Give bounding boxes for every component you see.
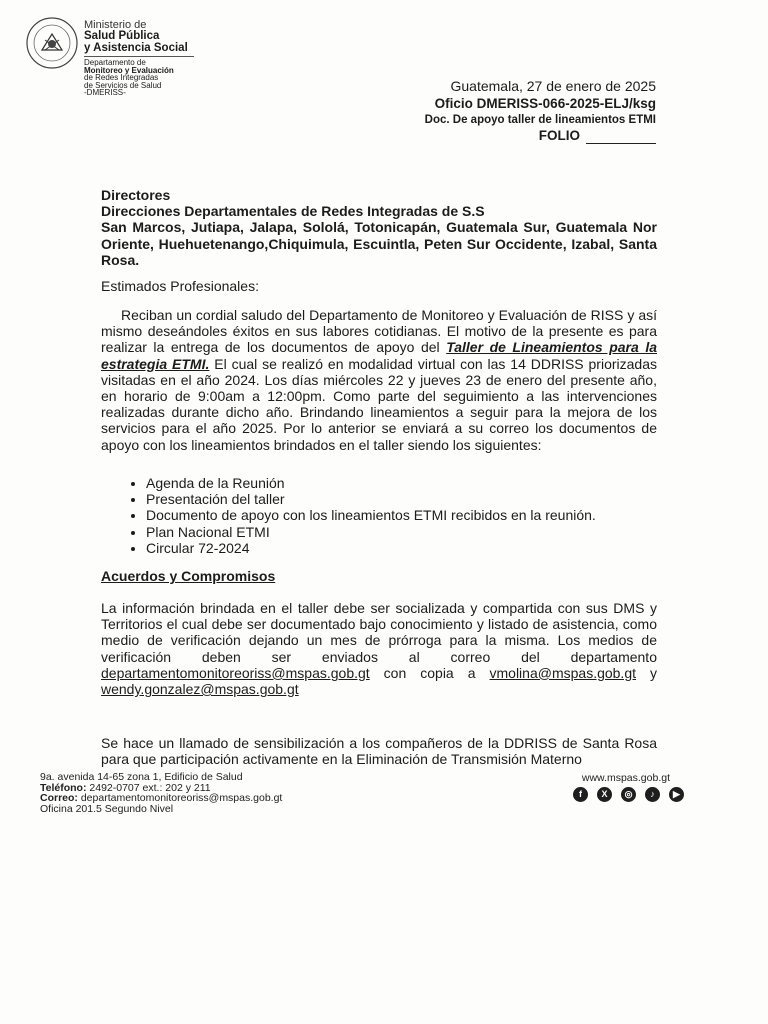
tiktok-icon[interactable]: ♪ <box>645 787 660 802</box>
list-item: • Circular 72-2024 <box>146 540 596 556</box>
dept-line5: -DMERISS- <box>84 88 126 98</box>
phone-value: 2492-0707 ext.: 202 y 211 <box>86 781 211 794</box>
ministry-line1: Ministerio de <box>84 19 147 31</box>
intro-text-2: El cual se realizó en modalidad virtual con las 14 DDRISS priorizadas visitadas en el año 2024. Los días miércoles 22 y jueves 23 de enero del presente año, en horario de 9:00am a 12:00pm. Como parte del seguimiento a las intervenciones realizadas durante dicho año. Brindando lineamientos a seguir para la mejora de los servicios para el año 2025. Por lo anterior se enviará a su correo los documentos de apoyo con los lineamientos brindados en el taller siendo los siguientes: <box>101 355 657 453</box>
email-link-vmolina[interactable]: vmolina@mspas.gob.gt <box>489 664 637 681</box>
footer-email <box>40 793 282 804</box>
list-item: • Documento de apoyo con los lineamientos ETMI recibidos en la reunión. <box>146 507 596 523</box>
instagram-icon[interactable]: ◎ <box>621 787 636 802</box>
ministry-line3: y Asistencia Social <box>84 41 188 54</box>
paragraph-intro <box>101 307 657 453</box>
ministry-letterhead <box>84 20 194 97</box>
intro-text-1: Reciban un cordial saludo del Departamento de Monitoreo y Evaluación de RISS y así mismo deseándoles éxitos en sus labores cotidianas. El motivo de la presente es para realizar la entrega de los documentos de apoyo del <box>101 307 657 356</box>
dept-line1: Departamento de <box>84 58 146 67</box>
social-icons <box>573 787 684 802</box>
email-link-department[interactable]: departamentomonitoreoriss@mspas.gob.gt <box>101 664 370 681</box>
recipient-block <box>101 187 657 268</box>
dept-line2: Monitoreo y Evaluación <box>84 65 174 75</box>
letterhead-divider <box>84 56 194 57</box>
dept-line4: de Servicios de Salud <box>84 80 162 90</box>
email-label: Correo: <box>40 792 78 804</box>
guatemala-seal-icon <box>25 16 79 70</box>
oficio-number: Oficio DMERISS-066-2025-ELJ/ksg <box>434 96 656 111</box>
doc-subject: Doc. De apoyo taller de lineamientos ETMI <box>424 114 656 126</box>
list-item: • Plan Nacional ETMI <box>146 524 596 540</box>
footer-office: Oficina 201.5 Segundo Nivel <box>40 802 174 815</box>
folio-label: FOLIO <box>538 128 580 143</box>
phone-label: Teléfono: <box>40 781 87 794</box>
ministry-line2: Salud Pública <box>84 30 160 42</box>
acuerdos-text-3: y <box>636 664 658 681</box>
letter-date: Guatemala, 27 de enero de 2025 <box>450 78 656 94</box>
email-value: departamentomonitoreoriss@mspas.gob.gt <box>77 792 283 804</box>
youtube-icon[interactable]: ▶ <box>669 787 684 802</box>
paragraph-sensibilizacion: Se hace un llamado de sensibilización a los compañeros de la DDRISS de Santa Rosa para que participación activamente en la Eliminación de Transmisión Materno <box>101 735 657 768</box>
recipient-line3: San Marcos, Jutiapa, Jalapa, Sololá, Totonicapán, Guatemala Sur, Guatemala Nor Oriente, Huehuetenango,Chiquimula, Escuintla, Peten Sur Occidente, Izabal, Santa Rosa. <box>101 219 657 268</box>
list-item: • Presentación del taller <box>146 491 596 507</box>
acuerdos-heading: Acuerdos y Compromisos <box>101 568 276 584</box>
letter-header <box>425 78 656 144</box>
greeting: Estimados Profesionales: <box>101 278 259 294</box>
list-item: • Agenda de la Reunión <box>146 475 596 491</box>
acuerdos-text-1: La información brindada en el taller debe ser socializada y compartida con sus DMS y Territorios el cual debe ser documentado bajo conocimiento y listado de asistencia, como medio de verificación dejando un mes de prórroga para la misma. Los medios de verificación deben ser enviados al correo del departamento <box>101 600 657 665</box>
folio-field <box>425 128 656 144</box>
x-twitter-icon[interactable]: X <box>597 787 612 802</box>
acuerdos-text-2: con copia a <box>369 664 490 681</box>
email-link-wendy[interactable]: wendy.gonzalez@mspas.gob.gt <box>101 681 299 698</box>
facebook-icon[interactable]: f <box>573 787 588 802</box>
documents-list <box>122 475 596 556</box>
intro-emphasis: Taller de Lineamientos para la estrategia ETMI. <box>101 339 657 372</box>
footer-website[interactable]: www.mspas.gob.gt <box>581 772 670 784</box>
recipient-line1: Directores <box>101 187 171 203</box>
paragraph-acuerdos <box>101 600 657 697</box>
folio-blank-line <box>586 128 656 144</box>
dept-line3: de Redes Integradas <box>84 73 159 83</box>
footer-contact <box>40 772 282 814</box>
footer-address: 9a. avenida 14-65 zona 1, Edificio de Salud <box>40 771 243 783</box>
recipient-line2: Direcciones Departamentales de Redes Integradas de S.S <box>101 203 485 220</box>
